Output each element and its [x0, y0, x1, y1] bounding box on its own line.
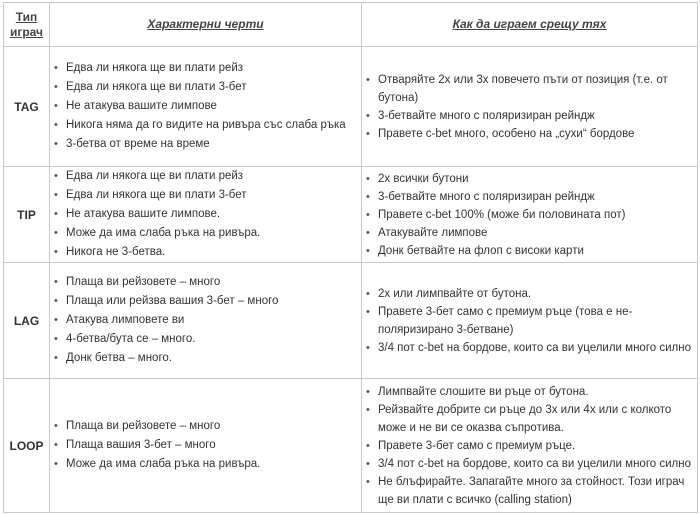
play-cell: [362, 379, 698, 513]
table-row-loop: [4, 379, 698, 513]
list-item-text: 3/4 пот c-bet на бордове, които са ви уцелили много силно: [378, 341, 691, 354]
list-item: [362, 206, 691, 224]
bullet-icon: •: [54, 119, 58, 131]
list-item-text: Атакува лимповете ви: [66, 314, 185, 326]
bullet-icon: •: [366, 208, 370, 221]
list-item: [362, 285, 691, 303]
list-item-text: Плаща вашия 3-бет – много: [66, 439, 216, 451]
list-item: [50, 417, 355, 436]
bullet-icon: •: [366, 341, 370, 354]
list-item-text: Донк бетва – много.: [66, 352, 172, 364]
traits-cell: [50, 47, 362, 167]
list-item: [50, 135, 355, 154]
bullet-icon: •: [366, 305, 370, 318]
bullet-icon: •: [366, 439, 370, 452]
table-row-lag: [4, 263, 698, 379]
traits-list: [50, 167, 361, 262]
list-item-text: Не атакува вашите лимпове.: [66, 208, 221, 220]
list-item-text: Не блъфирайте. Запагайте много за стойност. Този играч ще ви плати с всичко (calling station): [378, 475, 685, 506]
list-item: [362, 437, 691, 455]
play-cell: [362, 263, 698, 379]
list-item: [362, 224, 691, 242]
list-item: [50, 224, 355, 243]
list-item: [50, 167, 355, 186]
traits-list: [50, 417, 361, 474]
bullet-icon: •: [54, 276, 58, 288]
list-item: [50, 59, 355, 78]
list-item: [362, 339, 691, 357]
header-traits: Характерни черти: [50, 3, 362, 47]
list-item-text: Правете c-bet 100% (може би половината пот): [378, 208, 626, 221]
list-item: [362, 303, 691, 339]
list-item-text: Може да има слаба ръка на ривъра.: [66, 458, 261, 470]
list-item: [50, 292, 355, 311]
list-item: [50, 273, 355, 292]
player-type-cell: LAG: [4, 263, 50, 379]
header-player-type: [4, 3, 50, 47]
list-item-text: Едва ли някога ще ви плати рейз: [66, 170, 244, 182]
bullet-icon: •: [366, 385, 370, 398]
table-row-tag: [4, 47, 698, 167]
bullet-icon: •: [54, 62, 58, 74]
list-item: [50, 436, 355, 455]
bullet-icon: •: [54, 208, 58, 220]
bullet-icon: •: [366, 475, 370, 488]
list-item: [362, 188, 691, 206]
bullet-icon: •: [54, 439, 58, 451]
bullet-icon: •: [54, 458, 58, 470]
play-cell: [362, 47, 698, 167]
traits-cell: [50, 167, 362, 263]
list-item: [362, 125, 691, 143]
bullet-icon: •: [366, 190, 370, 203]
list-item-text: 3-бетва от време на време: [66, 138, 210, 150]
bullet-icon: •: [54, 138, 58, 150]
list-item: [50, 330, 355, 349]
list-item-text: Не атакува вашите лимпове: [66, 100, 217, 112]
list-item: [50, 349, 355, 368]
bullet-icon: •: [366, 403, 370, 416]
bullet-icon: •: [54, 352, 58, 364]
list-item-text: Рейзвайте добрите си ръце до 3x или 4x или с колкото може и не ви се оказва съпротива.: [378, 403, 672, 434]
list-item-text: 2x всички бутони: [378, 172, 469, 185]
traits-cell: [50, 379, 362, 513]
list-item: [50, 205, 355, 224]
list-item-text: Правете c-bet много, особено на „сухи“ бордове: [378, 127, 635, 140]
list-item: [362, 170, 691, 188]
bullet-icon: •: [54, 420, 58, 432]
list-item: [362, 383, 691, 401]
list-item-text: Едва ли някога ще ви плати рейз: [66, 62, 244, 74]
bullet-icon: •: [54, 314, 58, 326]
bullet-icon: •: [54, 189, 58, 201]
play-list: [362, 71, 697, 143]
bullet-icon: •: [366, 287, 370, 300]
bullet-icon: •: [54, 246, 58, 258]
bullet-icon: •: [366, 457, 370, 470]
list-item: [362, 401, 691, 437]
list-item-text: Лимпвайте слошите ви ръце от бутона.: [378, 385, 589, 398]
list-item-text: Отваряйте 2x или 3x повечето пъти от позиция (т.е. от бутона): [378, 73, 668, 104]
list-item-text: Едва ли някога ще ви плати 3-бет: [66, 189, 247, 201]
list-item: [50, 97, 355, 116]
list-item: [50, 311, 355, 330]
header-how-to-play: Как да играем срещу тях: [362, 3, 698, 47]
list-item-text: 4-бетва/бута се – много.: [66, 333, 196, 345]
list-item: [50, 455, 355, 474]
bullet-icon: •: [54, 81, 58, 93]
list-item: [50, 78, 355, 97]
list-item: [362, 455, 691, 473]
list-item: [362, 242, 691, 260]
list-item-text: Правете 3-бет само с премиум ръце (това е не-поляризирано 3-бетване): [378, 305, 633, 336]
list-item: [50, 243, 355, 262]
list-item: [362, 473, 691, 509]
list-item-text: Плаща ви рейзовете – много: [66, 276, 221, 288]
player-type-cell: TIP: [4, 167, 50, 263]
list-item-text: 3-бетвайте много с поляризиран рейндж: [378, 109, 595, 122]
list-item-text: Никога няма да го видите на ривъра със слаба ръка: [66, 119, 346, 131]
bullet-icon: •: [366, 73, 370, 86]
bullet-icon: •: [366, 127, 370, 140]
list-item-text: Никога не 3-бетва.: [66, 246, 166, 258]
list-item-text: Правете 3-бет само с премиум ръце.: [378, 439, 576, 452]
bullet-icon: •: [366, 109, 370, 122]
list-item: [50, 186, 355, 205]
header-row: [4, 3, 698, 47]
bullet-icon: •: [366, 226, 370, 239]
bullet-icon: •: [54, 100, 58, 112]
list-item-text: Плаща ви рейзовете – много: [66, 420, 221, 432]
list-item-text: Атакувайте лимпове: [378, 226, 488, 239]
header-type-line2: играч: [9, 24, 44, 39]
list-item-text: Може да има слаба ръка на ривъра.: [66, 227, 261, 239]
player-types-table: [3, 2, 698, 513]
list-item: [50, 116, 355, 135]
traits-list: [50, 59, 361, 154]
play-cell: [362, 167, 698, 263]
traits-list: [50, 273, 361, 368]
list-item-text: Плаща или рейзва вашия 3-бет – много: [66, 295, 279, 307]
list-item: [362, 107, 691, 125]
list-item: [362, 71, 691, 107]
bullet-icon: •: [366, 172, 370, 185]
bullet-icon: •: [54, 333, 58, 345]
list-item-text: Едва ли някога ще ви плати 3-бет: [66, 81, 247, 93]
list-item-text: 3-бетвайте много с поляризиран рейндж: [378, 190, 595, 203]
table-row-tip: [4, 167, 698, 263]
play-list: [362, 170, 697, 260]
header-type-line1: Тип: [15, 9, 38, 24]
traits-cell: [50, 263, 362, 379]
player-type-cell: TAG: [4, 47, 50, 167]
bullet-icon: •: [54, 295, 58, 307]
bullet-icon: •: [366, 244, 370, 257]
bullet-icon: •: [54, 227, 58, 239]
play-list: [362, 383, 697, 509]
bullet-icon: •: [54, 170, 58, 182]
list-item-text: Донк бетвайте на флоп с високи карти: [378, 244, 584, 257]
player-type-cell: LOOP: [4, 379, 50, 513]
list-item-text: 2x или лимпвайте от бутона.: [378, 287, 532, 300]
list-item-text: 3/4 пот c-bet на бордове, които са ви уцелили много силно: [378, 457, 691, 470]
play-list: [362, 285, 697, 357]
